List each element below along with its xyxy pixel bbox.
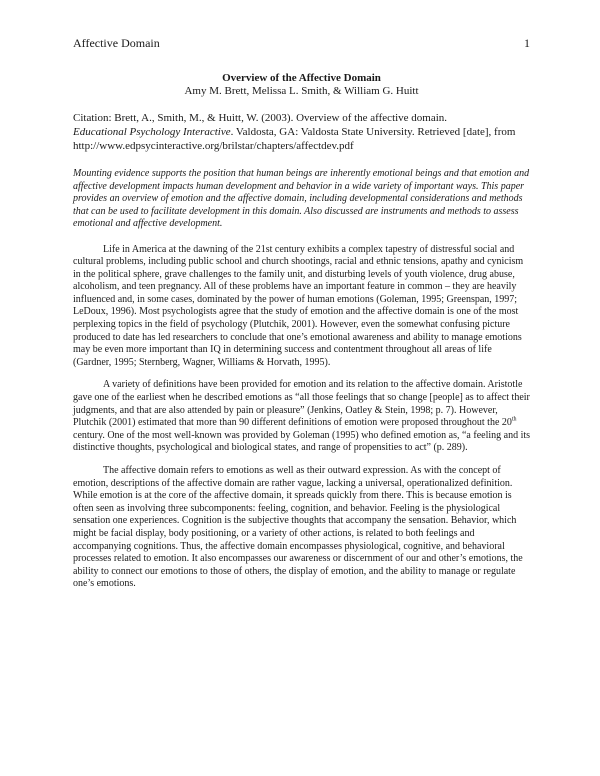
paragraph-1: Life in America at the dawning of the 21st century exhibits a complex tapestry of distressful social and cultural problems, including public school and church shootings, racial and ethnic tensions, apathy and cynicism in the political sphere, grave challenges to the family unit, and disturbing levels of youth violence, drug abuse, alcoholism, and teen pregnancy. All of these problems have an important feature in common – they are heavily influenced and, in some cases, dominated by the power of human emotions (Goleman, 1995; Greenspan, 1997; LeDoux, 1996). Most psychologists agree that the study of emotion and the affective domain is one of the most perplexing topics in the field of psychology (Plutchik, 2001). However, even the somewhat confusing picture produced to date has led researchers to conclude that one’s emotional awareness and ability to manage emotions may be even more important than IQ in determining success and contentment throughout all areas of life (Gardner, 1995; Sternberg, Wagner, Williams & Horvath, 1995). [73,243,524,368]
paragraph-2-part-b: century. One of the most well-known was provided by Goleman (1995) who defined emotion as, “a feeling and its distinctive thoughts, psychological and biological states, and range of propensities to act” (p. 289). [73,429,531,454]
citation-journal: Educational Psychology Interactive [73,126,231,138]
document-authors: Amy M. Brett, Melissa L. Smith, & William G. Huitt [184,85,419,97]
citation [73,111,530,153]
running-title: Affective Domain [73,36,160,50]
document-body [73,72,530,601]
paragraph-2-part-a: A variety of definitions have been provided for emotion and its relation to the affective domain. Aristotle gave one of the earliest when he described emotions as “all those feelings that so change [people] as to affect their judgments, and that are also attended by pain or pleasure” (Jenkins, Oatley & Stein, 1998; p. 7). However, Plutchik (2001) estimated that more than 90 different definitions of emotion were proposed throughout the 20 [73,379,530,429]
page-number: 1 [524,36,530,50]
paragraph-2 [73,379,530,455]
paragraph-3: The affective domain refers to emotions as well as their outward expression. As with the concept of emotion, descriptions of the affective domain are rather vague, lacking a universal, operationalized definition. While emotion is at the core of the affective domain, it spreads quickly from there. This is because emotion is often seen as involving three subcomponents: feeling, cognition, and behavior. Feeling is the physiological sensation one experiences. Cognition is the subjective thoughts that accompany the sensation. Behavior, which might be facial display, body positioning, or a variety of other actions, is related to both feelings and accompanying cognitions. Thus, the affective domain encompasses physiological, cognitive, and behavioral processes related to emotion. It also encompasses our awareness or discernment of our and other’s emotions, the ability to connect our emotions to those of others, the display of emotion, and the ability to manage or regulate one’s emotions. [73,465,523,590]
citation-prefix: Citation: Brett, A., Smith, M., & Huitt, W. (2003). Overview of the affective domain. [73,112,448,124]
document-title: Overview of the Affective Domain [222,72,381,84]
superscript-th: th [511,416,517,423]
running-header [73,35,530,51]
citation-suffix: . Valdosta, GA: Valdosta State University. Retrieved [date], from http://www.edpsycinteractive.org/brilstar/chapters/affectdev.pdf [73,126,516,152]
abstract: Mounting evidence supports the position that human beings are inherently emotional beings and that emotion and affective development impacts human development and behavior in a wide variety of important ways. This paper provides an overview of emotion and the affective domain, including developmental considerations and methods that can be used to facilitate development in this domain. Also discussed are instruments and methods to assess emotional and affective development. [73,168,530,229]
